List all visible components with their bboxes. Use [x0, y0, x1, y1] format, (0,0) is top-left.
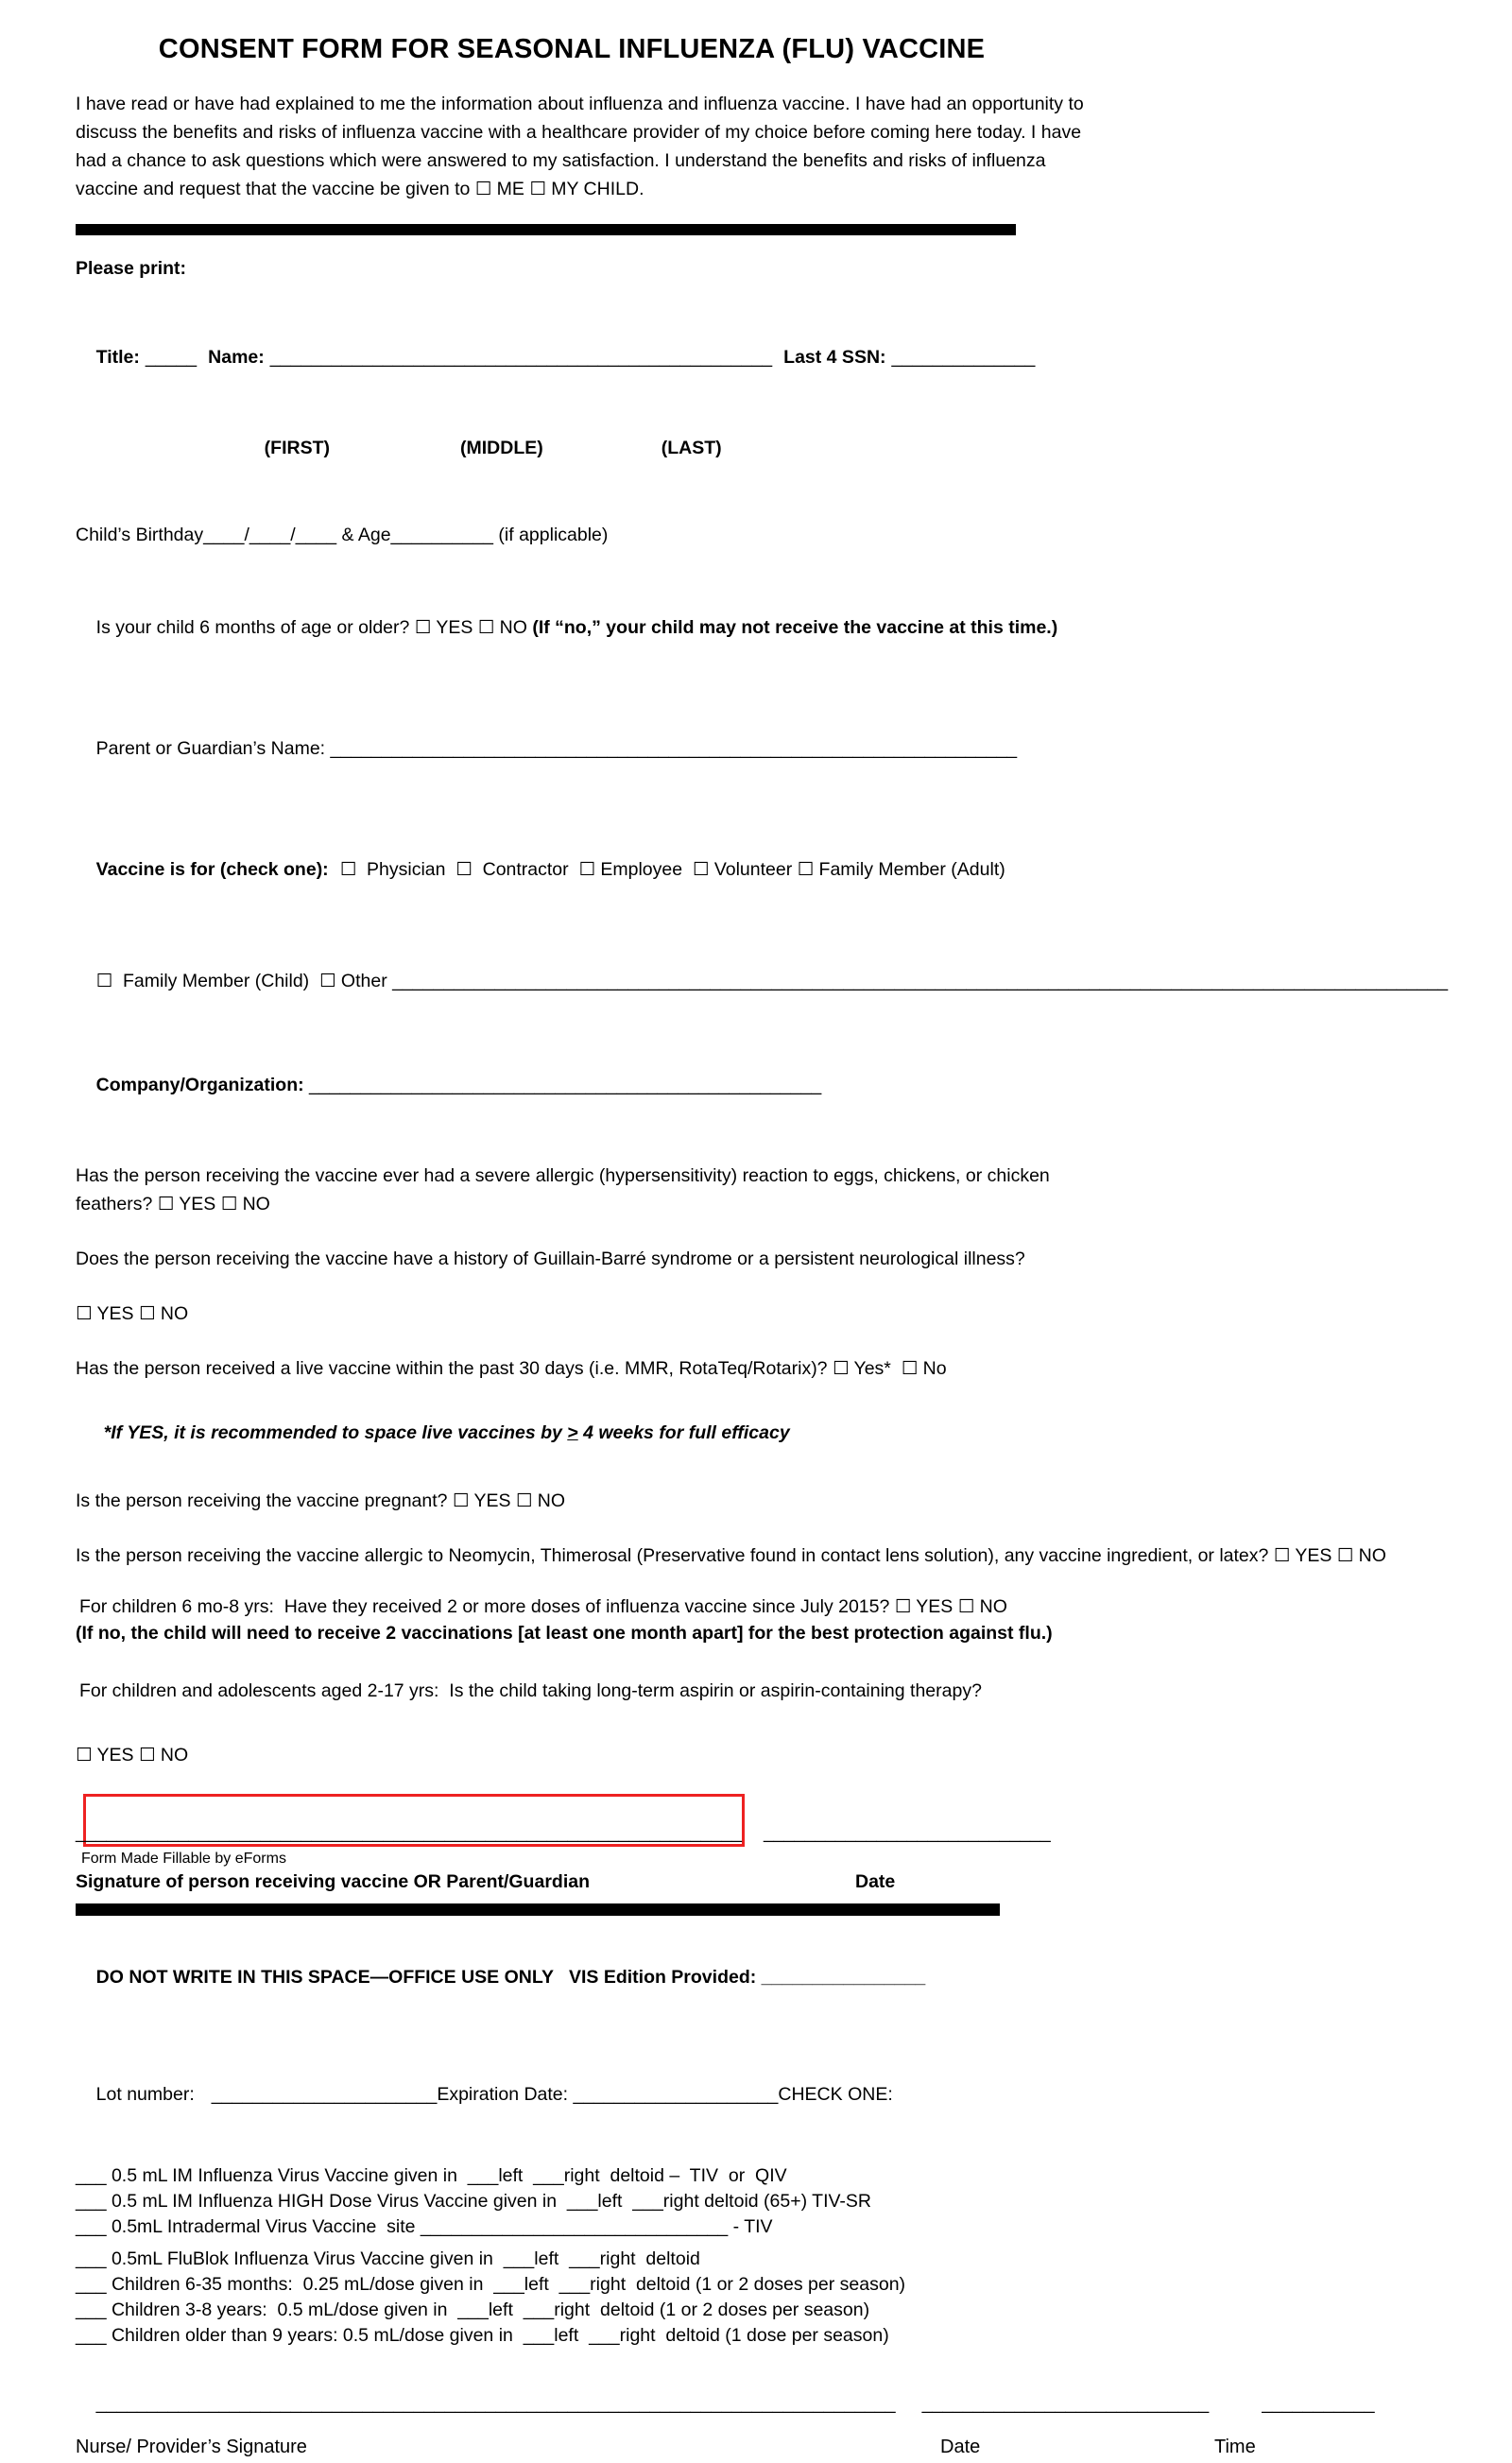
live-vaccine-note-pre: *If YES, it is recommended to space live vaccines by	[103, 1422, 568, 1443]
expiration-date-blank-field[interactable]: ____________________	[573, 2084, 779, 2105]
vaccine-option-high-dose[interactable]: ___ 0.5 mL IM Influenza HIGH Dose Virus Vaccine given in ___left ___right deltoid (65+) TIV-SR	[76, 2191, 872, 2212]
vaccine-option-children-3-8yr[interactable]: ___ Children 3-8 years: 0.5 mL/dose given in ___left ___right deltoid (1 or 2 doses per season)	[76, 2299, 870, 2320]
ssn-blank-field[interactable]: ______________	[891, 347, 1036, 368]
name-blank-field[interactable]: _________________________________________________	[269, 347, 773, 368]
expiration-date-label: Expiration Date:	[437, 2084, 574, 2105]
question-aspirin: For children and adolescents aged 2-17 yrs: Is the child taking long-term aspirin or aspirin-containing therapy?	[79, 1680, 982, 1701]
name-label: Name:	[208, 347, 265, 368]
vis-edition-blank-field[interactable]: ________________	[761, 1967, 926, 1988]
eforms-credit: Form Made Fillable by eForms	[81, 1851, 286, 1867]
parent-name-label: Parent or Guardian’s Name:	[95, 738, 331, 759]
parent-name-row	[76, 706, 1455, 791]
question-eggs-allergy[interactable]: Has the person receiving the vaccine ever had a severe allergic (hypersensitivity) reaction to eggs, chickens, or chicken feathers? ☐ YES ☐ NO	[76, 1165, 1056, 1214]
provider-date-label: Date	[940, 2437, 981, 2457]
company-row	[76, 1042, 1455, 1128]
intro-paragraph[interactable]: I have read or have had explained to me the information about influenza and influenza vaccine. I have had an opportunity to discuss the benefits and risks of influenza vaccine with a healthcare provider of my choice before coming here today. I have had a chance to ask questions which were answered to my satisfaction. I understand the benefits and risks of influenza vaccine and request that the vaccine be given to ☐ ME ☐ MY CHILD.	[76, 94, 1090, 199]
provider-signature-blank-line[interactable]: ______________________________________________________________________________	[95, 2393, 896, 2414]
vaccine-for-options[interactable]: ☐ Physician ☐ Contractor ☐ Employee ☐ Volunteer ☐ Family Member (Adult)	[339, 859, 1005, 880]
question-guillain-barre: Does the person receiving the vaccine have a history of Guillain-Barré syndrome or a persistent neurological illness?	[76, 1249, 1025, 1269]
title-blank-field[interactable]: _____	[145, 347, 198, 368]
ssn-label: Last 4 SSN:	[783, 347, 886, 368]
parent-name-blank-field[interactable]: ___________________________________________________________________	[330, 738, 1018, 759]
divider-bar-office	[76, 1903, 1000, 1916]
vaccine-option-children-9plus[interactable]: ___ Children older than 9 years: 0.5 mL/dose given in ___left ___right deltoid (1 dose per season)	[76, 2325, 889, 2346]
provider-signature-lines	[76, 2371, 1455, 2437]
child-age-question-text[interactable]: Is your child 6 months of age or older? ☐ YES ☐ NO	[95, 617, 533, 638]
question-live-vaccine[interactable]: Has the person received a live vaccine within the past 30 days (i.e. MMR, RotaTeq/Rotarix)? ☐ Yes* ☐ No	[76, 1358, 947, 1379]
vaccine-option-intradermal[interactable]: ___ 0.5mL Intradermal Virus Vaccine site ______________________________ - TIV	[76, 2216, 773, 2237]
check-one-label: CHECK ONE:	[778, 2084, 893, 2105]
provider-date-blank-line[interactable]: ____________________________	[921, 2393, 1210, 2414]
question-pregnant[interactable]: Is the person receiving the vaccine pregnant? ☐ YES ☐ NO	[76, 1490, 566, 1511]
vaccine-options-list	[76, 2163, 1455, 2349]
provider-signature-label: Nurse/ Provider’s Signature	[76, 2437, 307, 2457]
lot-number-row	[76, 2052, 1455, 2137]
please-print-label: Please print:	[76, 258, 187, 279]
lot-number-blank-field[interactable]: ______________________	[211, 2084, 438, 2105]
live-vaccine-note-post: 4 weeks for full efficacy	[577, 1422, 790, 1443]
vaccine-for-label: Vaccine is for (check one):	[95, 859, 329, 880]
child-age-warning: (If “no,” your child may not receive the vaccine at this time.)	[532, 617, 1058, 638]
page-title: CONSENT FORM FOR SEASONAL INFLUENZA (FLU) VACCINE	[158, 34, 986, 64]
signature-label: Signature of person receiving vaccine OR Parent/Guardian	[76, 1871, 590, 1892]
provider-labels-row	[76, 2437, 1455, 2463]
signature-labels-row	[76, 1871, 1455, 1896]
live-vaccine-note	[76, 1390, 1455, 1475]
name-row	[76, 315, 1455, 400]
live-vaccine-note-gte: >	[567, 1422, 578, 1443]
aspirin-yes-no[interactable]: ☐ YES ☐ NO	[76, 1745, 189, 1765]
middle-name-sublabel: (MIDDLE)	[460, 438, 543, 458]
vaccine-option-flublok[interactable]: ___ 0.5mL FluBlok Influenza Virus Vaccine given in ___left ___right deltoid	[76, 2248, 700, 2269]
other-blank-field[interactable]: _______________________________________________________________________________________________________	[392, 971, 1449, 991]
guillain-yes-no[interactable]: ☐ YES ☐ NO	[76, 1303, 189, 1324]
company-label: Company/Organization:	[95, 1075, 310, 1095]
question-children-doses[interactable]: For children 6 mo-8 yrs: Have they received 2 or more doses of influenza vaccine since July 2015? ☐ YES ☐ NO	[79, 1596, 1007, 1617]
office-use-heading	[76, 1935, 1455, 2020]
divider-bar-top	[76, 224, 1016, 235]
signature-blank-line[interactable]: _________________________________________________________________	[76, 1822, 742, 1843]
vaccine-for-row	[76, 827, 1455, 912]
office-use-heading-text: DO NOT WRITE IN THIS SPACE—OFFICE USE ONLY	[95, 1967, 554, 1988]
vaccine-for-row-2	[76, 939, 1455, 1024]
vaccine-for-options-2[interactable]: ☐ Family Member (Child) ☐ Other	[95, 971, 393, 991]
vis-edition-label: VIS Edition Provided:	[568, 1967, 762, 1988]
title-label: Title:	[95, 347, 140, 368]
question-neomycin-allergy[interactable]: Is the person receiving the vaccine allergic to Neomycin, Thimerosal (Preservative found in contact lens solution), any vaccine ingredient, or latex? ☐ YES ☐ NO	[76, 1545, 1386, 1566]
company-blank-field[interactable]: __________________________________________________	[309, 1075, 822, 1095]
signature-date-label: Date	[855, 1871, 896, 1892]
vaccine-option-tiv-qiv[interactable]: ___ 0.5 mL IM Influenza Virus Vaccine given in ___left ___right deltoid – TIV or QIV	[76, 2165, 787, 2186]
children-doses-note: (If no, the child will need to receive 2 vaccinations [at least one month apart] for the best protection against flu.)	[76, 1623, 1053, 1644]
child-age-question	[76, 585, 1455, 670]
child-birthday-row[interactable]: Child’s Birthday____/____/____ & Age__________ (if applicable)	[76, 525, 609, 545]
lot-number-label: Lot number:	[95, 2084, 195, 2105]
vaccine-option-children-6-35mo[interactable]: ___ Children 6-35 months: 0.25 mL/dose given in ___left ___right deltoid (1 or 2 doses per season)	[76, 2274, 906, 2295]
first-name-sublabel: (FIRST)	[264, 438, 330, 458]
provider-time-blank-line[interactable]: ___________	[1262, 2393, 1375, 2414]
last-name-sublabel: (LAST)	[661, 438, 722, 458]
name-sublabels-row	[76, 405, 1455, 491]
provider-time-label: Time	[1214, 2437, 1256, 2457]
signature-date-blank-line[interactable]: ____________________________	[764, 1822, 1051, 1843]
